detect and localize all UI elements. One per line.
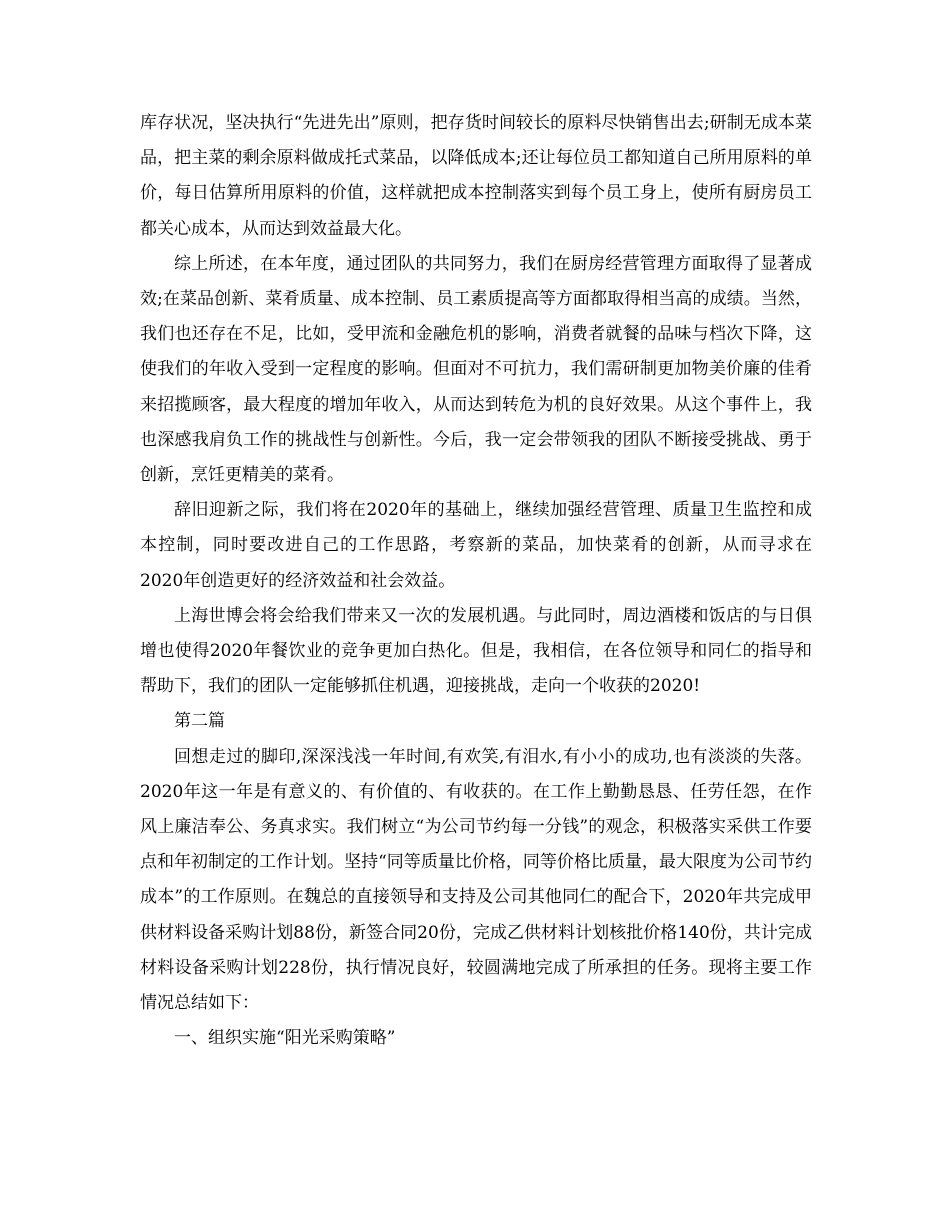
body-paragraph-continued: 库存状况，坚决执行“先进先出”原则，把存货时间较长的原料尽快销售出去;研制无成本菜品，把主菜的剩余原料做成托式菜品，以降低成本;还让每位员工都知道自己所用原料的单价，每日估算所用原料的价值，这样就把成本控制落实到每个员工身上，使所有厨房员工都关心成本，从而达到效益最大化。	[140, 113, 812, 239]
section-title: 第二篇	[174, 711, 225, 732]
body-paragraph-expo: 上海世博会将会给我们带来又一次的发展机遇。与此同时，周边酒楼和饭店的与日俱增也使得2020年餐饮业的竞争更加白热化。但是，我相信，在各位领导和同仁的指导和帮助下，我们的团队一定能够抓住机遇，迎接挑战，走向一个收获的2020!	[140, 605, 812, 697]
body-paragraph-new-year: 辞旧迎新之际，我们将在2020年的基础上，继续加强经营管理、质量卫生监控和成本控制，同时要改进自己的工作思路，考察新的菜品，加快菜肴的创新，从而寻求在2020年创造更好的经济效益和社会效益。	[140, 500, 812, 591]
subheading: 一、组织实施“阳光采购策略”	[174, 1028, 396, 1049]
body-paragraph-summary: 综上所述，在本年度，通过团队的共同努力，我们在厨房经营管理方面取得了显著成效;在菜品创新、菜肴质量、成本控制、员工素质提高等方面都取得相当高的成绩。当然，我们也还存在不足，比如，受甲流和金融危机的影响，消费者就餐的品味与档次下降，这使我们的年收入受到一定程度的影响。但面对不可抗力，我们需研制更加物美价廉的佳肴来招揽顾客，最大程度的增加年收入，从而达到转危为机的良好效果。从这个事件上，我也深感我肩负工作的挑战性与创新性。今后，我一定会带领我的团队不断接受挑战、勇于创新，烹饪更精美的菜肴。	[140, 253, 812, 486]
document-page	[140, 106, 812, 1056]
body-paragraph-section-intro: 回想走过的脚印,深深浅浅一年时间,有欢笑,有泪水,有小小的成功,也有淡淡的失落。2020年这一年是有意义的、有价值的、有收获的。在工作上勤勤恳恳、任劳任怨，在作风上廉洁奉公、务真求实。我们树立“为公司节约每一分钱”的观念，积极落实采供工作要点和年初制定的工作计划。坚持“同等质量比价格，同等价格比质量，最大限度为公司节约成本”的工作原则。在魏总的直接领导和支持及公司其他同仁的配合下，2020年共完成甲供材料设备采购计划88份，新签合同20份，完成乙供材料计划核批价格140份，共计完成材料设备采购计划228份，执行情况良好，较圆满地完成了所承担的任务。现将主要工作情况总结如下：	[140, 746, 812, 1014]
